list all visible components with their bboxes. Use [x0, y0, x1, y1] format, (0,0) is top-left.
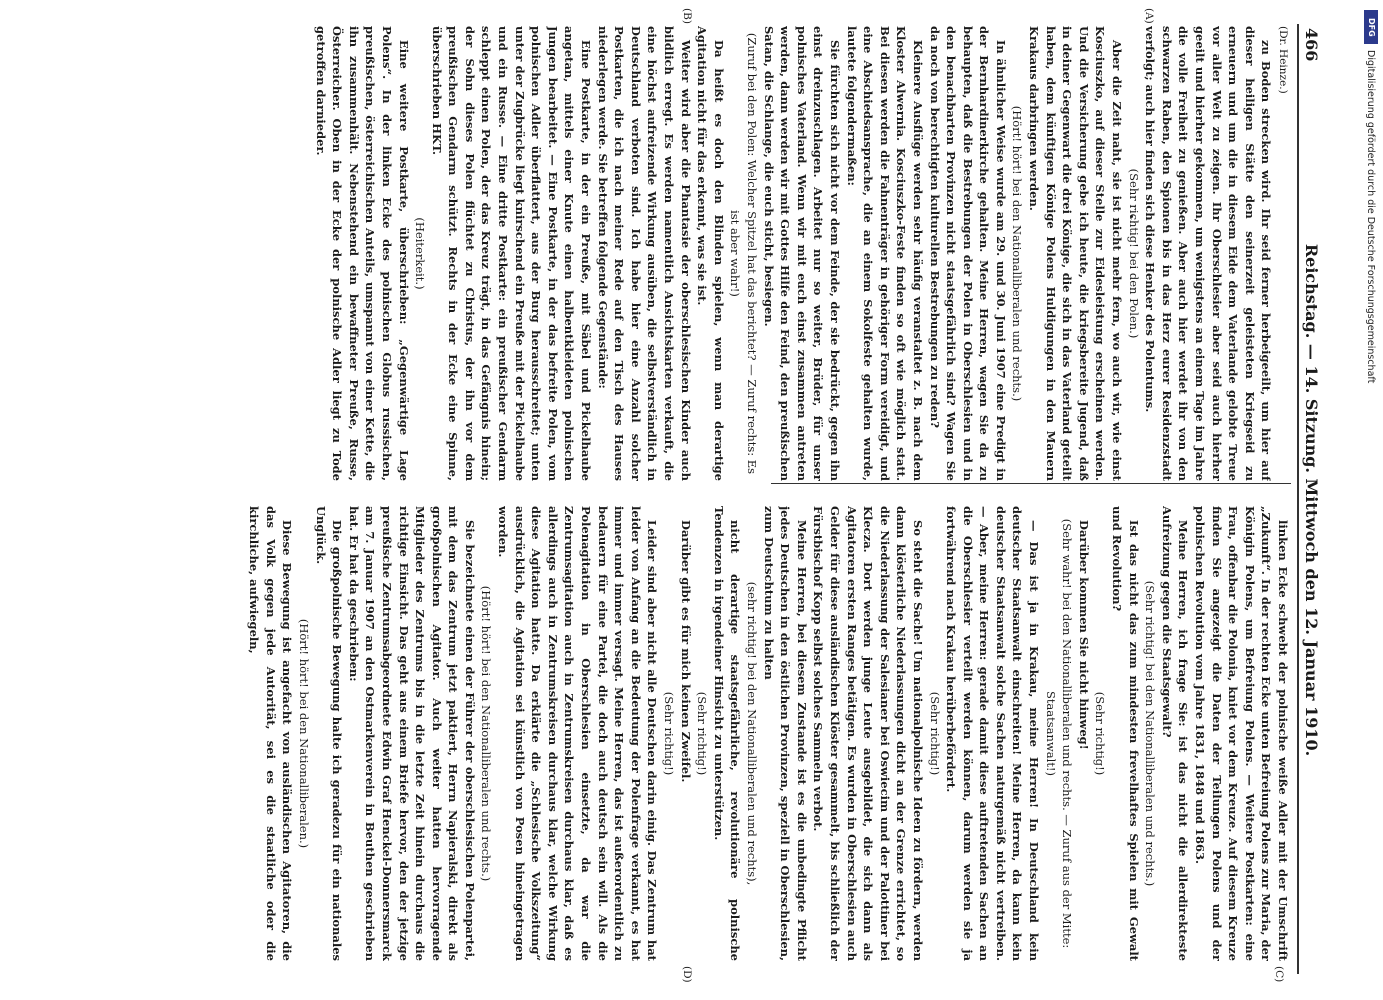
dfg-logo: DFG	[1364, 10, 1378, 44]
dfg-attribution: Digitalisierung gefördert durch die Deutsche Forschungsgemeinschaft	[1365, 50, 1376, 384]
paragraph: Eine weitere Postkarte, überschrieben: „Gegenwärtige Lage Polens“. In der linken Ecke des polnischen Globus russischen, preußischen, österreichischen Anteils, umspannt von einer Kette, die ihn zusammenhält. Nebenstehend ein bewaffneter Preuße, Russe, Österreicher. Oben in der Ecke der polnische Adler liegt zu Tode getroffen darnieder.	[313, 26, 411, 481]
margin-mark-d: (D)	[681, 966, 693, 983]
column-rule	[771, 483, 1291, 484]
paragraph: Meine Herren, bei diesem Zustande ist es die unbedingte Pflicht jedes Deutschen in den östlichen Provinzen, speziell in Oberschlesien, zum Deutschtum zu halten	[761, 506, 809, 961]
paragraph: nicht derartige staatsgefährliche, revolutionäre polnische Tendenzen in irgendeiner Hinsicht zu unterstützen.	[711, 506, 743, 961]
paragraph: Aber die Zeit naht, sie ist nicht mehr fern, wo auch wir, wie einst Kosciuszko, auf dieser Stelle zur Eidesleistung erscheinen werden. Und die Versicherung gebe ich heute, die kriegsbereite Jugend, daß in deiner Gegenwart die drei Könige, die sich in das Vaterland geteilt haben, dem künftigen Könige Polens Huldigungen in den Mauern Krakaus darbringen werden.	[1027, 26, 1125, 481]
paragraph: linken Ecke schwebt der polnische weiße Adler mit der Umschrift „Zukunft“. In der rechten Ecke unten Befreiung Polens zur Maria, der Königin Polens, um Befreiung Polens. — Weitere Postkarten: eine Frau, offenbar die Polonia, kniet vor dem Kreuze. Auf diesem Kreuze finden Sie angezeigt die Daten der Teilungen Polens und der polnischen Revolution vom Jahre 1831, 1848 und 1863.	[1193, 506, 1290, 961]
paragraph: So steht die Sache! Um nationalpolnische Ideen zu fördern, werden dann klösterliche Niederlassungen dicht an der Grenze errichtet, so die Niederlassung der Salesianer bei Oswiecim und der Palottiner bei Klecza. Dort werden junge Leute ausgebildet, die sich dann als Agitatoren ersten Ranges betätigen. Es wurden in Oberschlesien auch Gelder für diese ausländischen Klöster gesammelt, bis schließlich der Fürstbischof Kopp selbst solches Sammeln verbot.	[811, 506, 925, 961]
interjection: (Sehr richtig!)	[662, 691, 677, 776]
interjection: (sehr richtig! bei den Nationalliberalen und rechts),	[745, 581, 759, 886]
paragraph: In ähnlicher Weise wurde am 29. und 30. Juni 1907 eine Predigt in der Bernhardinerkirche gehalten. Meine Herren, wagen Sie da zu behaupten, daß die Bestrebungen der Polen in Oberschlesien und in den benachbarten Provinzen nicht staatsgefährlich sind? Wagen Sie da noch von berechtigten kulturellen Bestrebungen zu reden?	[927, 26, 1008, 481]
interjection: (Sehr richtig! bei den Nationalliberalen und rechts.)	[1143, 580, 1158, 887]
paragraph: Eine Postkarte, in der ein Preuße, mit Säbel und Pickelhaube angetan, mittels einer Knute einen halbentkleideten polnischen Jungen bearbeitet. — Eine Postkarte, in der das befreite Polen, vom polnischen Adler überflattert, aus der Burg herausschreitet; unten unter der Zugbrücke liegt knirschend ein Preuße mit der Pickelhaube und ein Russe. — Eine dritte Postkarte: ein preußischer Gendarm schleppt einen Polen, der das Kreuz trägt, in das Gefängnis hinein; der Sohn dieses Polen flüchtet zu Christus, der ihn vor dem preußischen Gendarm schützt. Rechts in der Ecke eine Spinne, überschrieben HKT.	[429, 26, 594, 481]
interjection: (Heiterkeit.)	[413, 217, 428, 290]
page-number: 466	[1302, 28, 1321, 62]
paragraph: Diese Bewegung ist angefacht von ausländischen Agitatoren, die das Volk gegen jede Autorität, sei es die staatliche oder die kirchliche, aufwiegeln,	[247, 506, 295, 961]
interjection: (Hört! hört! bei den Nationalliberalen.)	[296, 618, 311, 849]
paragraph: Da heißt es doch den Blinden spielen, wenn man derartige Agitation nicht für das erkennt, was sie ist.	[695, 26, 726, 481]
paragraph: Sie fürchten sich nicht vor dem Feinde, der sie bedrückt, gegen ihn einst dreinzuschlagen. Arbeitet nur so weiter, Brüder, für unser polnisches Vaterland. Wenn wir mit euch einst zusammen antreten werden, dann werden wir mit Gottes Hilfe den Feind, den preußischen Satan, die Schlange, die euch sticht, besiegen.	[761, 26, 842, 481]
interjection: (Sehr richtig!)	[695, 691, 710, 776]
interjection: (Sehr richtig!)	[927, 691, 942, 776]
margin-mark-b: (B)	[681, 8, 693, 24]
paragraph: Darüber kommen Sie nicht hinweg!	[1076, 520, 1091, 750]
margin-mark-a: (A)	[1143, 8, 1155, 24]
paragraph: — Das ist ja in Krakau, meine Herren! In Deutschland kein deutscher Staatsanwalt einschreiten! Meine Herren, da kann kein deutscher Staatsanwalt solche Sachen naturgemäß nicht vertreiben. — Aber, meine Herren: gerade damit diese auftretenden Sachen an die Oberschlesier verteilt werden können, darum werden sie ja fortwährend nach Krakau herüberbefördert.	[944, 506, 1042, 961]
paragraph: Sie bezeichnete einen der Führer der oberschlesischen Polenpartei, mit dem das Zentrum jetzt paktiert, Herrn Napieralski, direkt als großpolnischen Agitator. Auch weiter hatten hervorragende Mitglieder des Zentrums bis in die letzte Zeit hinein durchaus die richtige Einsicht. Das geht aus einem Briefe hervor, den der jetzige preußische Zentrumsabgeordnete Edwin Graf Henckel-Donnersmarck am 7. Januar 1907 an den Ostmarkenverein in Beuthen geschrieben hat. Er hat da geschrieben:	[346, 506, 477, 961]
interjection: (Sehr wahr! bei den Nationalliberalen und rechts. — Zuruf aus der Mitte: Staatsanwalt!)	[1043, 518, 1075, 949]
running-header	[1301, 0, 1321, 1000]
interjection: (Hört! hört! bei den Nationalliberalen und rechts.)	[479, 585, 494, 882]
interjection: (Sehr richtig! bei den Polen.)	[1126, 168, 1141, 339]
interjection: (Zuruf bei den Polen: Welcher Spitzel hat das berichtet? — Zuruf rechts: Es ist aber wahr!)	[728, 32, 759, 475]
paragraph: Kleinere Ausflüge werden sehr häufig veranstaltet z. B. nach dem Kloster Alwernia. Kosciuszko-Feste finden so oft wie möglich statt. Bei diesen werden die Fahnenträger in gehöriger Form vereidigt, und eine Abschiedsansprache, die an einem Sokolfeste gehalten wurde, lautete folgendermaßen:	[844, 26, 925, 481]
margin-mark-c: (C)	[1273, 966, 1285, 983]
paragraph: Leider sind aber nicht alle Deutschen darin einig. Das Zentrum hat leider von Anfang an die Bedeutung der Polenfrage verkannt, es hat immer und immer versagt. Meine Herren, das ist außerordentlich zu bedauern für eine Partei, die doch auch deutsch sein will. Als die Polenagitation in Oberschlesien einsetzte, da war die Zentrumsagitation auch in Zentrumskreisen durchaus klar, daß es allerdings auch in Zentrumskreisen durchaus klar, welche Wirkung diese Agitation hatte. Da erklärte die „Schlesische Volkszeitung“ ausdrücklich, die Agitation sei künstlich von Posen hineingetragen worden.	[496, 506, 660, 961]
paragraph: Ist das nicht das zum mindesten frevelhaftes Spielen mit Gewalt und Revolution?	[1110, 506, 1141, 961]
left-column	[41, 26, 1291, 481]
paragraph: Darüber gibt es für mich keinen Zweifel.	[678, 520, 693, 783]
paragraph: Weiter wird aber die Phantasie der oberschlesischen Kinder auch bildlich erregt. Es werden namentlich Ansichtskarten verkauft, die eine höchst aufreizende Wirkung ausüben, die selbstverständlich in Deutschland verboten sind. Ich habe hier eine Anzahl solcher Postkarten, die ich nach meiner Rede auf den Tisch des Hauses niederlegen werde. Sie betreffen folgende Gegenstände:	[595, 26, 693, 481]
interjection: (Sehr richtig!)	[1093, 691, 1108, 776]
header-rule	[1297, 24, 1299, 974]
interjection: (Hört! hört! bei den Nationalliberalen und rechts.)	[1010, 105, 1025, 402]
right-column	[41, 506, 1291, 961]
paragraph: zu Boden strecken wird. Ihr seid ferner herbeigeeilt, um hier auf dieser heiligen Stätte den seinerzeit geleisteten Kriegseid zu erneuern und um die in diesem Eide dem Vaterlande gelobte Treue vor aller Welt zu zeigen. Ihr Oberschlesier aber seid auch hierher geeilt und hierher gekommen, um wenigstens an einem Tage im Jahre die volle Freiheit zu genießen. Aber auch hier werdet ihr von den schwarzen Raben, den Spionen bis in das Herz eurer Residenzstadt verfolgt; auch hier finden sich diese Henker des Polentums.	[1143, 26, 1274, 481]
speaker-name: (Dr. Heinze.)	[1277, 26, 1289, 94]
paragraph: Meine Herren, ich frage Sie: ist das nicht die allerdirekteste Aufreizung gegen die Staatsgewalt?	[1159, 506, 1191, 961]
running-title: Reichstag. — 14. Sitzung. Mittwoch den 12. Januar 1910.	[1302, 243, 1321, 757]
paragraph: Die großpolnische Bewegung halte ich geradezu für ein nationales Unglück.	[313, 506, 345, 961]
